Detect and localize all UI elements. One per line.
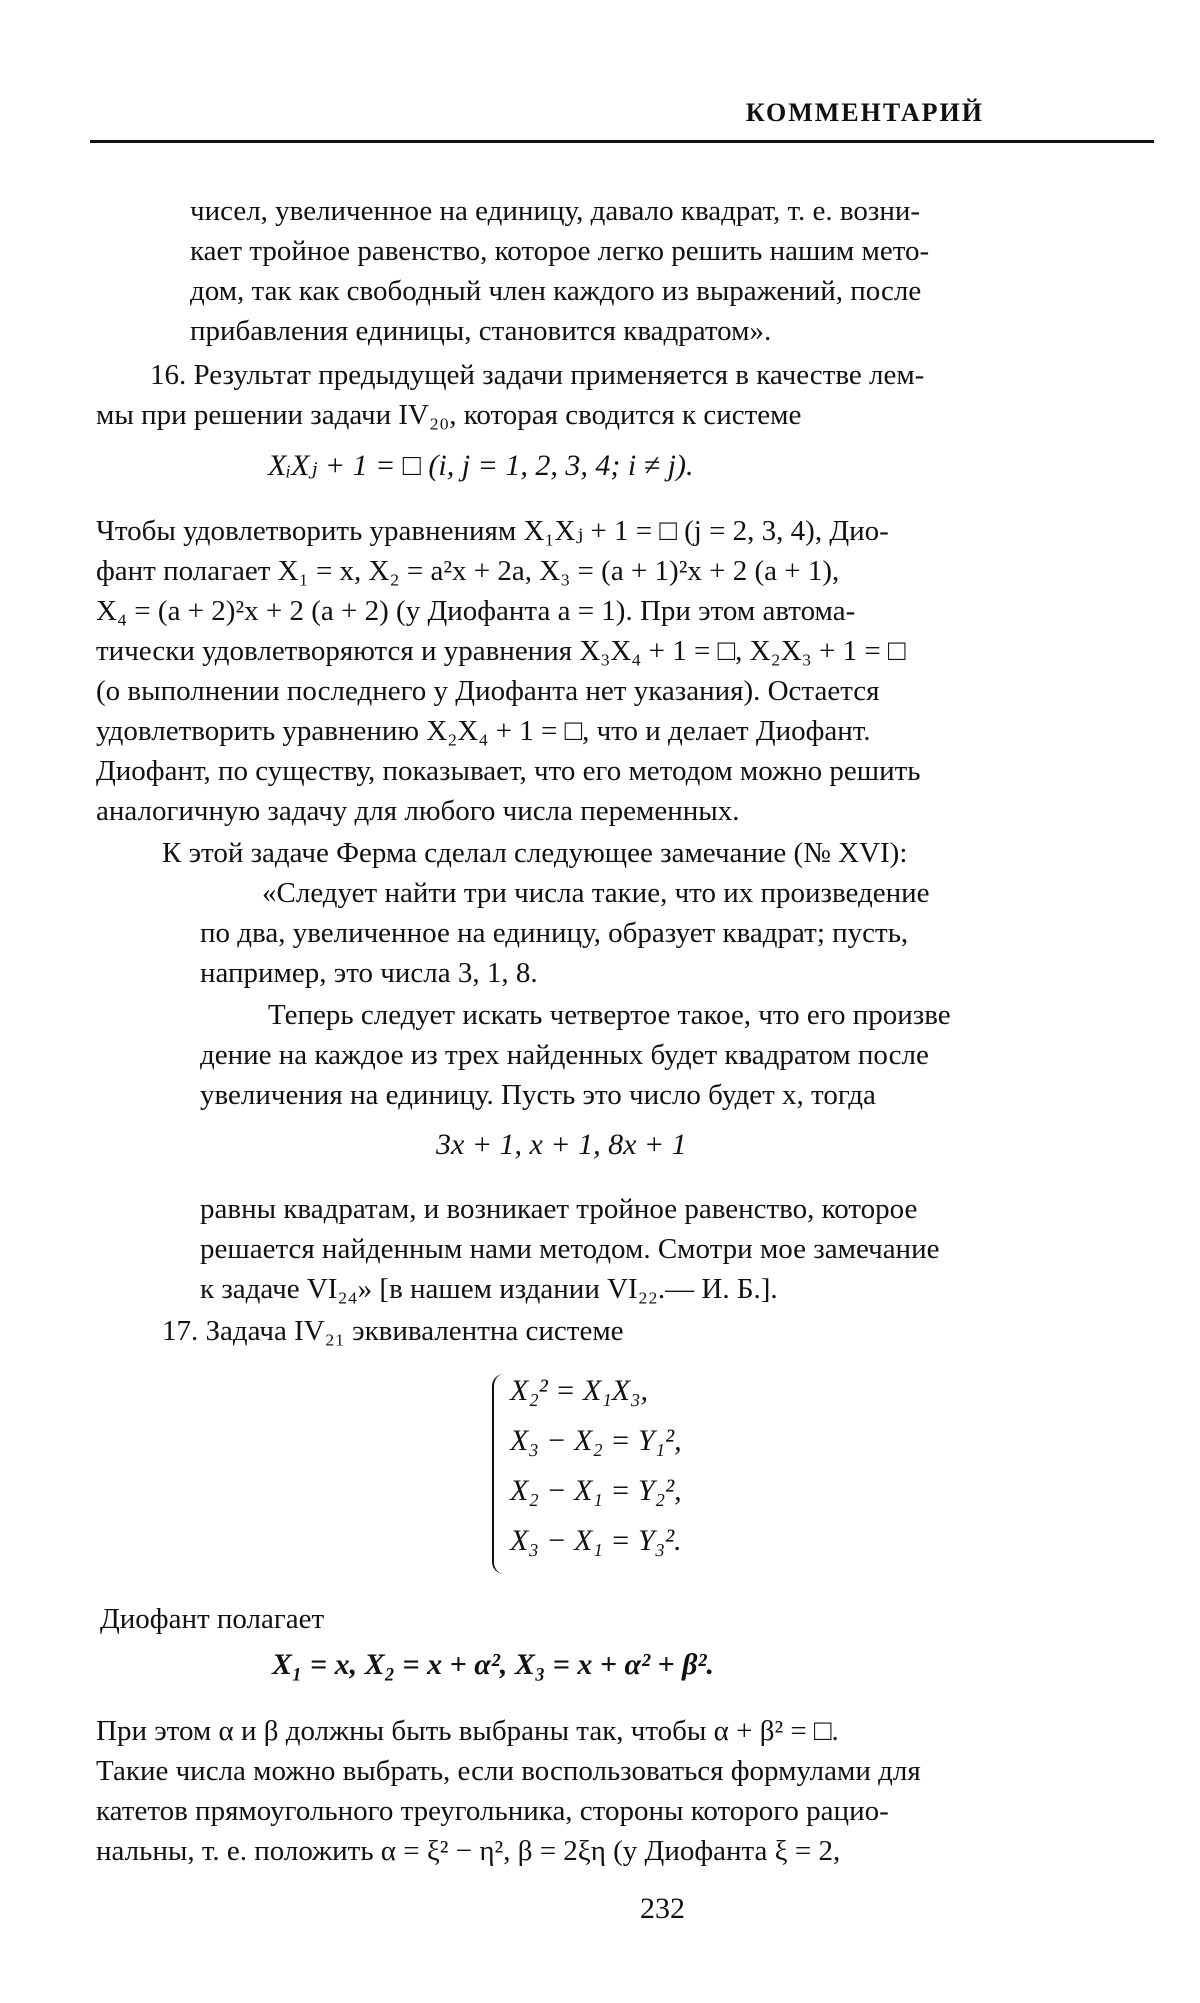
text-line: Диофант, по существу, показывает, что его методом можно решить (96, 755, 921, 787)
text-line: X₄ = (a + 2)²x + 2 (a + 2) (у Диофанта a = 1). При этом автома- (96, 595, 856, 627)
paragraph-16-start: 16. Результат предыдущей задачи применяется в качестве лем- (150, 359, 925, 391)
system-equation: X₃ − X₂ = Y₁², (510, 1424, 682, 1457)
system-equation: X₃ − X₁ = Y₃². (510, 1524, 682, 1557)
text-line: к задаче VI₂₄» [в нашем издании VI₂₂.— И. Б.]. (200, 1273, 778, 1305)
paragraph-17-start: 17. Задача IV₂₁ эквивалентна системе (162, 1315, 624, 1347)
text-line: увеличения на единицу. Пусть это число будет x, тогда (200, 1079, 876, 1111)
text-line: кает тройное равенство, которое легко решить нашим мето- (190, 235, 930, 267)
text-line: равны квадратам, и возникает тройное равенство, которое (200, 1193, 918, 1225)
text-line: Чтобы удовлетворить уравнениям X₁Xⱼ + 1 = □ (j = 2, 3, 4), Дио- (96, 515, 889, 547)
system-equation: X₂ − X₁ = Y₂², (510, 1474, 682, 1507)
text-line: удовлетворить уравнению X₂X₄ + 1 = □, что и делает Диофант. (96, 715, 871, 747)
running-header (90, 98, 1154, 144)
fermat-quote-start: «Следует найти три числа такие, что их произведение (262, 877, 930, 909)
text-line: Теперь следует искать четвертое такое, что его произве (268, 999, 951, 1031)
text-line: прибавления единицы, становится квадратом». (190, 315, 772, 347)
text-line: Такие числа можно выбрать, если воспользоваться формулами для (96, 1755, 921, 1787)
formula-linear: 3x + 1, x + 1, 8x + 1 (436, 1128, 687, 1161)
text-line: дение на каждое из трех найденных будет квадратом после (200, 1039, 929, 1071)
text-line: (о выполнении последнего у Диофанта нет указания). Остается (96, 675, 880, 707)
text-line: например, это числа 3, 1, 8. (200, 957, 538, 989)
text-line: тически удовлетворяются и уравнения X₃X₄ + 1 = □, X₂X₃ + 1 = □ (96, 635, 906, 667)
text-line: чисел, увеличенное на единицу, давало квадрат, т. е. возни- (190, 195, 921, 227)
text-line: К этой задаче Ферма сделал следующее замечание (№ XVI): (162, 837, 908, 869)
text-line: катетов прямоугольного треугольника, стороны которого рацио- (96, 1795, 889, 1827)
page-number: 232 (640, 1892, 685, 1925)
equation-system (492, 1370, 792, 1580)
formula-xixj: XᵢXⱼ + 1 = □ (i, j = 1, 2, 3, 4; i ≠ j). (268, 449, 694, 482)
system-brace (492, 1374, 508, 1574)
system-equation: X₂² = X₁X₃, (510, 1374, 649, 1407)
header-rule (90, 140, 1154, 143)
header-title: КОММЕНТАРИЙ (745, 98, 984, 127)
text-line: мы при решении задачи IV₂₀, которая сводится к системе (96, 399, 802, 431)
text-line: нальны, т. е. положить α = ξ² − η², β = 2ξη (у Диофанта ξ = 2, (96, 1835, 841, 1867)
text-line: Диофант полагает (100, 1603, 325, 1635)
text-line: дом, так как свободный член каждого из выражений, после (190, 275, 922, 307)
formula-substitution: X₁ = x, X₂ = x + α², X₃ = x + α² + β². (272, 1648, 715, 1681)
text-line: решается найденным нами методом. Смотри мое замечание (200, 1233, 940, 1265)
text-line: фант полагает X₁ = x, X₂ = a²x + 2a, X₃ = (a + 1)²x + 2 (a + 1), (96, 555, 840, 587)
text-line: аналогичную задачу для любого числа переменных. (96, 795, 740, 827)
text-line: При этом α и β должны быть выбраны так, чтобы α + β² = □. (96, 1715, 839, 1747)
text-line: по два, увеличенное на единицу, образует квадрат; пусть, (200, 917, 909, 949)
